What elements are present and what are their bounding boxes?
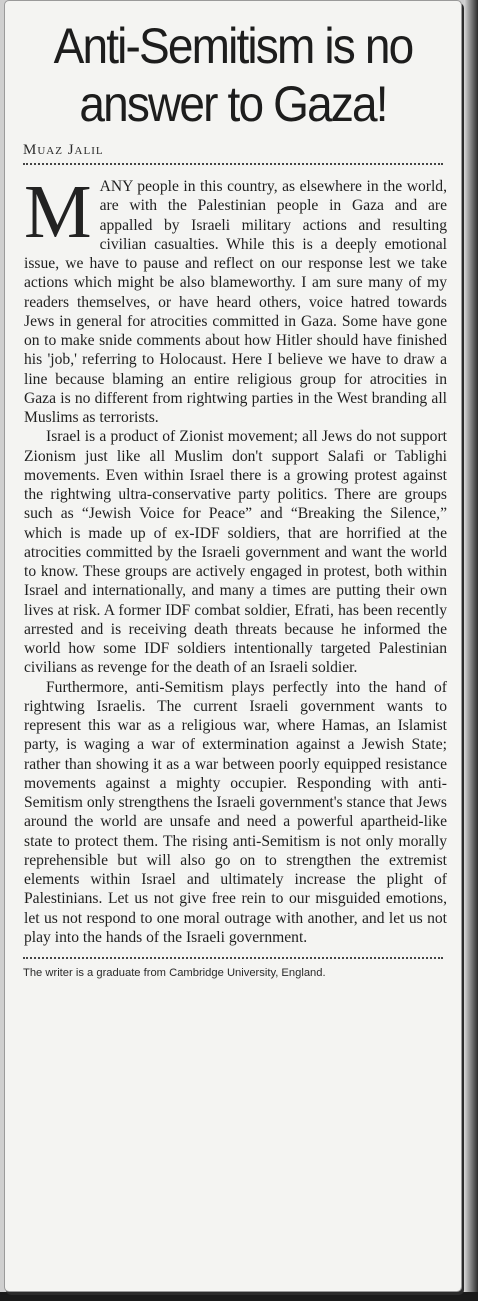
paragraph-1-text: ANY people in this country, as elsewhere in the world, are with the Palestinian people in Gaza and are appalled by Israeli military actions and resulting civilian casualties. While this is a deeply emotional issue, we have to pause and reflect on our response lest we take actions which might be also blameworthy. I am sure many of my readers themselves, or have heard others, voice hatred towards Jews in general for atrocities committed in Gaza. Some have gone on to make snide comments about how Hitler should have finished his 'job,' referring to Holocaust. Here I believe we have to draw a line because blaming an entire religious group for atrocities in Gaza is no different from rightwing parties in the West branding all Muslims as terrorists. bbox=[24, 178, 447, 426]
article-paragraph-1 bbox=[24, 170, 447, 427]
top-dotted-divider bbox=[23, 163, 443, 165]
page-bottom-edge bbox=[0, 1292, 478, 1301]
article-body bbox=[24, 170, 447, 947]
drop-cap: M bbox=[24, 170, 92, 254]
article-headline: Anti-Semitism is no answer to Gaza! bbox=[53, 18, 413, 132]
page-edge-shadow bbox=[464, 0, 478, 1301]
article-paragraph-3: Furthermore, anti-Semitism plays perfectly into the hand of rightwing Israelis. The current Israeli government wants to represent this war as a religious war, where Hamas, an Islamist party, is waging a war of extermination against a Jewish State; rather than showing it as a war between poorly equipped resistance movements against a mighty occupier. Responding with anti-Semitism only strengthens the Israeli government's stance that Jews around the world are unsafe and need a powerful apartheid-like state to protect them. The rising anti-Semitism is not only morally reprehensible but will also go on to strengthen the extremist elements within Israel and ultimately increase the plight of Palestinians. Let us not give free rein to our misguided emotions, let us not respond to one moral outrage with another, and let us not play into the hands of the Israeli government. bbox=[24, 678, 447, 946]
article-paragraph-2: Israel is a product of Zionist movement; all Jews do not support Zionism just like all Muslim don't support Salafi or Tablighi movements. Even within Israel there is a growing protest against the rightwing ultra-conservative party politics. There are groups such as “Jewish Voice for Peace” and “Breaking the Silence,” which is made up of ex-IDF soldiers, that are horrified at the atrocities committed by the Israeli government and want the world to know. These groups are actively engaged in protest, both within Israel and internationally, and many a times are putting their own lives at risk. A former IDF combat soldier, Efrati, has been recently arrested and is receiving death threats because he informed the world how some IDF soldiers intentionally targeted Palestinian civilians as revenge for the death of an Israeli soldier. bbox=[24, 428, 447, 677]
author-note: The writer is a graduate from Cambridge University, England. bbox=[23, 967, 326, 979]
bottom-dotted-divider bbox=[23, 957, 443, 959]
article-page bbox=[4, 0, 462, 1292]
author-byline: Muaz Jalil bbox=[23, 142, 104, 158]
